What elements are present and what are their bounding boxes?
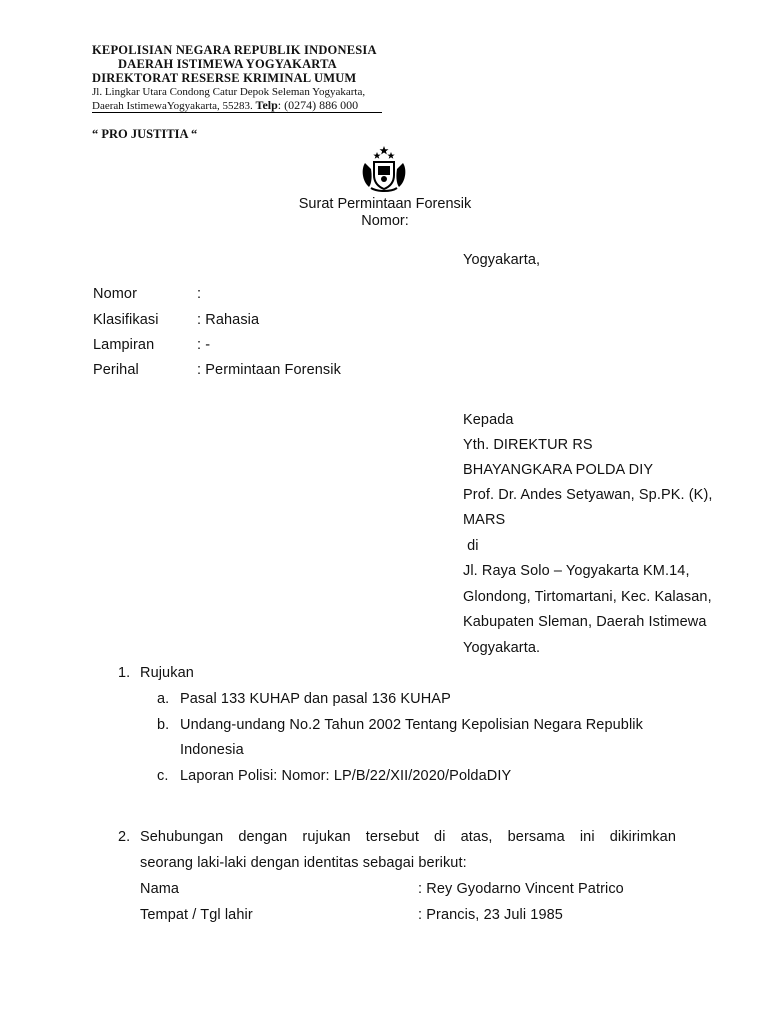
header-telp-label: Telp <box>255 98 278 112</box>
section1-item-text: Undang-undang No.2 Tahun 2002 Tentang Kepolisian Negara Republik <box>180 717 643 733</box>
recipient-line: Yogyakarta. <box>463 640 541 656</box>
section1-heading: Rujukan <box>140 665 194 681</box>
header-address-city: Daerah IstimewaYogyakarta, 55283. <box>92 100 253 112</box>
meta-lampiran-value: : - <box>197 337 211 353</box>
section2-paragraph-line1 <box>140 828 676 846</box>
section1-item-text-continued: Indonesia <box>180 742 244 758</box>
recipient-line: Jl. Raya Solo – Yogyakarta KM.14, <box>463 563 690 579</box>
section1-item-letter: c. <box>157 768 169 784</box>
meta-perihal-label: Perihal <box>93 362 139 378</box>
header-institution: KEPOLISIAN NEGARA REPUBLIK INDONESIA <box>92 43 377 57</box>
letter-title: Surat Permintaan Forensik <box>298 196 472 212</box>
recipient-line: Glondong, Tirtomartani, Kec. Kalasan, <box>463 589 712 605</box>
header-address-line1: Jl. Lingkar Utara Condong Catur Depok Seleman Yogyakarta, <box>92 86 366 98</box>
pro-justitia: “ PRO JUSTITIA “ <box>92 127 198 141</box>
recipient-line: BHAYANGKARA POLDA DIY <box>463 462 654 478</box>
meta-lampiran-label: Lampiran <box>93 337 155 353</box>
recipient-line: MARS <box>463 512 506 528</box>
recipient-line: Kabupaten Sleman, Daerah Istimewa <box>463 614 707 630</box>
section1-item-letter: b. <box>157 717 170 733</box>
field-nama-label: Nama <box>140 881 180 897</box>
section1-item-text: Pasal 133 KUHAP dan pasal 136 KUHAP <box>180 691 451 707</box>
header-telp-value: : (0274) 886 000 <box>277 98 359 112</box>
meta-nomor-value: : <box>197 286 202 302</box>
recipient-line: Prof. Dr. Andes Setyawan, Sp.PK. (K), <box>463 487 713 503</box>
section1-item-letter: a. <box>157 691 170 707</box>
letter-number-label: Nomor: <box>361 213 409 229</box>
recipient-line: Kepada <box>463 412 514 428</box>
recipient-line: Yth. DIREKTUR RS <box>463 437 593 453</box>
field-nama-value: : Rey Gyodarno Vincent Patrico <box>418 881 624 897</box>
header-directorate: DIREKTORAT RESERSE KRIMINAL UMUM <box>92 71 357 85</box>
section2-number: 2. <box>118 829 131 845</box>
header-address-line2 <box>92 98 358 113</box>
meta-klasifikasi-value: : Rahasia <box>197 312 260 328</box>
place-date: Yogyakarta, <box>463 252 541 268</box>
field-ttl-label: Tempat / Tgl lahir <box>140 907 253 923</box>
field-ttl-value: : Prancis, 23 Juli 1985 <box>418 907 563 923</box>
section2-paragraph-line2: seorang laki-laki dengan identitas sebagai berikut: <box>140 855 467 871</box>
section1-number: 1. <box>118 665 131 681</box>
meta-perihal-value: : Permintaan Forensik <box>197 362 341 378</box>
recipient-line: di <box>463 538 479 554</box>
meta-nomor-label: Nomor <box>93 286 138 302</box>
header-underline <box>92 112 382 113</box>
section1-item-text: Laporan Polisi: Nomor: LP/B/22/XII/2020/PoldaDIY <box>180 768 512 784</box>
police-emblem-icon <box>359 145 409 193</box>
meta-klasifikasi-label: Klasifikasi <box>93 312 159 328</box>
section2-paragraph-text: Sehubungan dengan rujukan tersebut di atas, bersama ini dikirimkan <box>140 829 676 845</box>
header-region: DAERAH ISTIMEWA YOGYAKARTA <box>118 57 337 71</box>
